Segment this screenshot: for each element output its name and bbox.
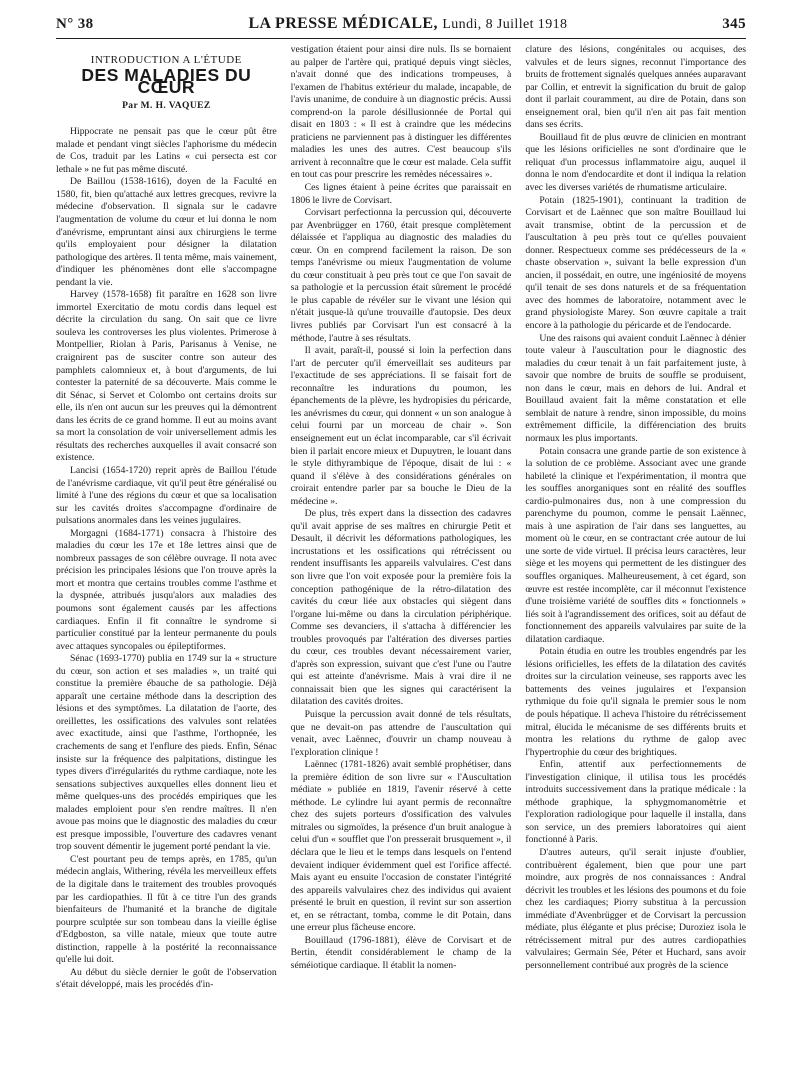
- paragraph: Au début du siècle dernier le goût de l'observation s'était développé, mais les procédés d'in-: [56, 966, 277, 991]
- paragraph: Laënnec (1781-1826) avait semblé prophétiser, dans la première édition de son livre sur « l'Auscultation médiate » publiée en 1819, l'avenir réservé à cette méthode. Le cylindre lui ayant permis de reconnaître chez des sujets porteurs d'ossification des valvules mitrales ou sigmoïdes, la présence d'un bruit analogue à celui d'un « soufflet que l'on presserait brusquement », il déclara que le lieu et le temps dans lesquels on l'entend devaient indiquer évidemment quel est l'orifice affecté. Mais ayant eu ensuite l'occasion de constater l'intégrité des appareils valvulaires chez des individus qui avaient présenté le bruit en question, il revint sur son assertion et, en se rétractant, tomba, comme le dit Potain, dans une erreur plus fâcheuse encore.: [290, 759, 512, 934]
- paragraph: Il avait, paraît-il, poussé si loin la perfection dans l'art de percuter qu'il émerveillait ses auditeurs par l'exactitude de ses appréciations. Il se faisait fort de reconnaître les indurations du poumon, les épanchements de la plèvre, les hydropisies du péricarde, les anévrismes du cœur, qui donnent « un son analogue à celui fourni par un morceau de chair ». Son enseignement eut un éclat incomparable, car s'il écrivait bien il parlait encore mieux et Dupuytren, le louant dans le style dithyrambique de l'époque, disait de lui : « quand il s'élève à des considérations générales on croirait entendre parler par sa bouche le Dieu de la médecine ».: [290, 345, 512, 507]
- paragraph: Corvisart perfectionna la percussion qui, découverte par Avenbrügger en 1760, était presque complètement délaissée et l'appliqua au diagnostic des maladies du cœur. On en comprend facilement la raison. De son temps l'anévrisme ou mieux l'augmentation de volume du cœur constituait à peu près tout ce que l'on savait de sa pathologie et la percussion était sûrement le procédé le plus capable de révéler sur le vivant une lésion qui n'était jusque-là qu'une trouvaille d'autopsie. Des deux livres publiés par Corvisart l'un est consacré à la méthode, l'autre à ses résultats.: [290, 207, 512, 344]
- paragraph: Enfin, attentif aux perfectionnements de l'investigation clinique, il utilisa tous les procédés introduits successivement dans la pratique médicale : la méthode graphique, la sphygmomanomètrie et l'exploration radiologique pour laquelle il installa, dans son service, un des premiers laboratoires qui aient fonctionné à Paris.: [525, 759, 747, 846]
- paragraph: Morgagni (1684-1771) consacra à l'histoire des maladies du cœur les 17e et 18e lettres ainsi que de nombreux passages de son célèbre ouvrage. Il nota avec précision les principales lésions que l'on trouve après la mort et montra que certains troubles comme l'asthme et la dyspnée, attribués jusqu'alors aux maladies des poumons sont également causés par les affections cardiaques. Enfin il fit connaître le syndrome si particulier constitué par la lenteur permanente du pouls avec attaques syncopales ou épileptiformes.: [56, 527, 277, 652]
- paragraph: C'est pourtant peu de temps après, en 1785, qu'un médecin anglais, Withering, révéla les merveilleux effets de la digitale dans le traitement des troubles provoqués par les cardiopathies. Il fût à ce titre l'un des grands bienfaiteurs de l'humanité et la branche de digitale pourpre sculptée sur son tombeau dans la vieille église d'Edgboston, sa ville natale, mieux que toute autre distinction, rappelle à la postérité la reconnaissance qu'elle lui doit.: [56, 853, 277, 966]
- paragraph: Hippocrate ne pensait pas que le cœur pût être malade et pendant vingt siècles l'aphorisme du médecin de Cos, traduit par les Latins « cui persecta est cor lethale » ne fut pas même discuté.: [56, 126, 277, 175]
- column-1-body: [56, 126, 277, 1036]
- paragraph: vestigation étaient pour ainsi dire nuls. Ils se bornaient au palper de l'artère qui, pratiqué depuis vingt siècles, n'avait donné que des indications trompeuses, à l'examen de l'habitus extérieur du malade, incapable, de l'avis unanime, de conduire à un diagnostic précis. Aussi comprend-on la parole désillusionnée de Portal qui disait en 1803 : « Il est à craindre que les médecins praticiens ne parviennent pas à distinguer les différentes maladies les unes des autres. C'est beaucoup s'ils arrivent à reconnaître que le cœur est malade. Cela suffit en tout cas pour prescrire les remèdes nécessaires ».: [290, 44, 512, 181]
- page-header: [56, 14, 746, 34]
- paragraph: De plus, très expert dans la dissection des cadavres qu'il avait apprise de ses maîtres en chirurgie Petit et Desault, il décrivit les déformations pathologiques, les incrustations et les ossifications qui rétrécissent ou rendent insuffisants les appareils valvulaires. C'est dans son livre que l'on voit exposée pour la première fois la conception pathogénique de la rétro-dilatation des cavités du cœur liée aux obstacles qui siègent dans l'organe lui-même ou dans la circulation périphérique. Comme ses devanciers, il s'attacha à différencier les troubles provoqués par l'altération des diverses parties du cœur, ces troubles devant nécessairement varier, d'après son expression, suivant que c'est l'une ou l'autre qui est atteinte d'anévrisme. Mais à vrai dire il ne connaissait bien que les signes qui caractérisent la dilatation des cavités droites.: [290, 508, 512, 708]
- column-1: [56, 44, 277, 1074]
- article-columns: [56, 44, 746, 1074]
- paragraph: Potain étudia en outre les troubles engendrés par les lésions orificielles, les effets de la dilatation des cavités droites sur la circulation veineuse, ses rapports avec les battements des veines jugulaires et l'expansion rythmique du foie qu'il signala le premier sous le nom de pouls hépatique. Il acheva l'histoire du rétrécissement mitral, élucida le mécanisme de ses différents bruits et montra les relations du rythme de galop avec l'hypertrophie du cœur des brightiques.: [525, 646, 747, 758]
- paragraph: Puisque la percussion avait donné de tels résultats, que ne devait-on pas attendre de l'auscultation qui venait, avec Laënnec, d'ouvrir un champ nouveau à l'exploration clinique !: [290, 708, 512, 758]
- article-kicker: INTRODUCTION A L'ÉTUDE: [90, 54, 242, 66]
- paragraph: Une des raisons qui avaient conduit Laënnec à dénier toute valeur à l'auscultation pour le diagnostic des maladies du cœur tenait à un fait parfaitement juste, à savoir que nombre de bruits de souffle se produisent, non dans le cœur, mais en dehors de lui. Andral et Bouillaud avaient fait la même constatation et elle semblait de nature à rendre, sinon impossible, du moins extrêmement difficile, la différenciation des bruits normaux les plus importants.: [525, 332, 747, 444]
- paragraph: Bouillaud fit de plus œuvre de clinicien en montrant que les lésions orificielles ne sont d'ordinaire que le reliquat d'un processus inflammatoire aigu, auquel il donna le nom d'endocardite et dont il indiqua la relation avec les diverses variétés de rhumatisme articulaire.: [525, 131, 747, 194]
- paragraph: Harvey (1578-1658) fit paraître en 1628 son livre immortel Exercitatio de motu cordis dans lequel est décrite la circulation du sang. On sait que ce livre souleva les controverses les plus violentes. Primerose à Montpellier, Riolan à Paris, Parisanus à Venise, ne craignirent pas de susciter contre son auteur des pamphlets calomnieux et, à bout d'arguments, de lui contester la paternité de sa découverte. Mais comme le dit Sénac, si Servet et Colombo ont certains droits sur elle, ils n'en ont aucun sur les preuves qui la démontrent dans les écrits de ce grand homme. Il eut au moins avant sa mort la consolation de voir universellement admis les résultats des recherches auxquelles il avait consacré son existence.: [56, 289, 277, 464]
- paragraph: Ces lignes étaient à peine écrites que paraissait en 1806 le livre de Corvisart.: [290, 182, 512, 206]
- paragraph: Potain consacra une grande partie de son existence à la solution de ce problème. Associant avec une grande habileté la clinique et l'expérimentation, il montra que les souffles anorganiques sont en réalité des souffles cardio-pulmonaires dus, non à une compression du parenchyme du poumon, comme le pensait Laënnec, mais à une aspiration de l'air dans ses languettes, au moment où le cœur, en se contractant crée autour de lui une sorte de vide virtuel. Il précisa leurs caractères, leur siège et les moyens qui permettent de les distinguer des souffles organiques. Malheureusement, à cet égard, son œuvre est restée incomplète, car il méconnut l'existence d'une troisième variété de souffles dits « fonctionnels » liés soit à l'agrandissement des orifices, soit au défaut de fonctionnement des appareils valvulaires par suite de la dilatation cardiaque.: [525, 445, 747, 645]
- paragraph: clature des lésions, congénitales ou acquises, des valvules et de leurs signes, reconnut l'importance des bruits de frottement signalés quelques années auparavant par Collin, et entrevit la signification du bruit de galop dont il parlait couramment, au dire de Potain, dans son enseignement oral, bien qu'il n'en ait pas fait mention dans ses écrits.: [525, 44, 747, 131]
- paragraph: Sénac (1693-1770) publia en 1749 sur la « structure du cœur, son action et ses maladies », un traité qui constitue la première ébauche de sa pathologie. Déjà apparaît une certaine méthode dans la description des lésions et des symptômes. La dilatation de l'aorte, des oreillettes, les ossifications des valvules sont relatées avec exactitude, ainsi que l'asthme, l'orthopnée, les crachements de sang et l'enflure des pieds. Enfin, Sénac insiste sur la fréquence des palpitations, distingue les types divers d'irrégularités du rythme cardiaque, note les sensations subjectives auxquelles elles donnent lieu et même quelques-uns des procédés empiriques que les malades emploient pour s'en rendre maîtres. Il n'en avoue pas moins que le diagnostic des maladies du cœur est presque impossible, l'ouverture des cadavres venant trop souvent démentir le jugement porté pendant la vie.: [56, 653, 277, 853]
- column-3: [525, 44, 746, 1074]
- paragraph: De Baillou (1538-1616), doyen de la Faculté en 1580, fit, bien qu'attaché aux lettres grecques, revivre la médecine d'observation. Il signala sur le cadavre l'augmentation de volume du cœur et lui donna le nom d'anévrisme, empruntant ainsi aux chirurgiens le terme qu'ils employaient pour désigner la dilatation pathologique des artères. Il tenta même, mais vainement, d'indiquer les phénomènes dont elle s'accompagne pendant la vie.: [56, 176, 277, 288]
- issue-date: Lundi, 8 Juillet 1918: [442, 17, 568, 32]
- article-author: Par M. H. VAQUEZ: [122, 100, 211, 111]
- column-2: [291, 44, 512, 1074]
- issue-number: N° 38: [56, 15, 94, 32]
- paragraph: Potain (1825-1901), continuant la tradition de Corvisart et de Laënnec que son maître Bouillaud lui avait transmise, obtint de la percussion et de l'auscultation à peu près tout ce qu'elles pouvaient donner. Respectueux comme ses prédécesseurs de la « chaste observation », suivant la belle expression d'un ancien, il possédait, en outre, une ingéniosité de moyens qu'il tenait de ses dons naturels et de sa fréquentation avec des hommes de laboratoire, notamment avec le grand physiologiste Marey. Son œuvre capitale a trait encore à la pathologie du péricarde et de l'endocarde.: [525, 194, 747, 332]
- paragraph: Bouillaud (1796-1881), élève de Corvisart et de Bertin, étendit considérablement le champ de la séméiotique cardiaque. Il établit la nomen-: [290, 934, 512, 971]
- page-number: 345: [722, 15, 746, 32]
- article-title: DES MALADIES DU CŒUR: [81, 64, 252, 98]
- journal-title: LA PRESSE MÉDICALE, Lundi, 8 Juillet 1918: [248, 15, 568, 32]
- paragraph: Lancisi (1654-1720) reprit après de Baillou l'étude de l'anévrisme cardiaque, vit qu'il peut être généralisé ou limité à l'une des régions du cœur et que sa localisation sur les cavités droites s'accompagne d'ordinaire de pulsations anormales dans les veines jugulaires.: [56, 464, 277, 527]
- header-rule: [56, 38, 746, 39]
- paragraph: D'autres auteurs, qu'il serait injuste d'oublier, contribuèrent également, bien que pour une part moindre, aux progrès de nos connaissances : Andral décrivit les troubles et les lésions des poumons et du foie chez les cardiaques; Piorry substitua à la percussion immédiate d'Avenbrügger et de Corvisart la percussion médiate, plus élégante et plus précise; Duroziez isola le rétrécissement mitral pur des autres cardiopathies valvulaires; Germain Sée, Péter et Huchard, sans avoir personnellement contribué aux progrès de la science: [525, 847, 747, 971]
